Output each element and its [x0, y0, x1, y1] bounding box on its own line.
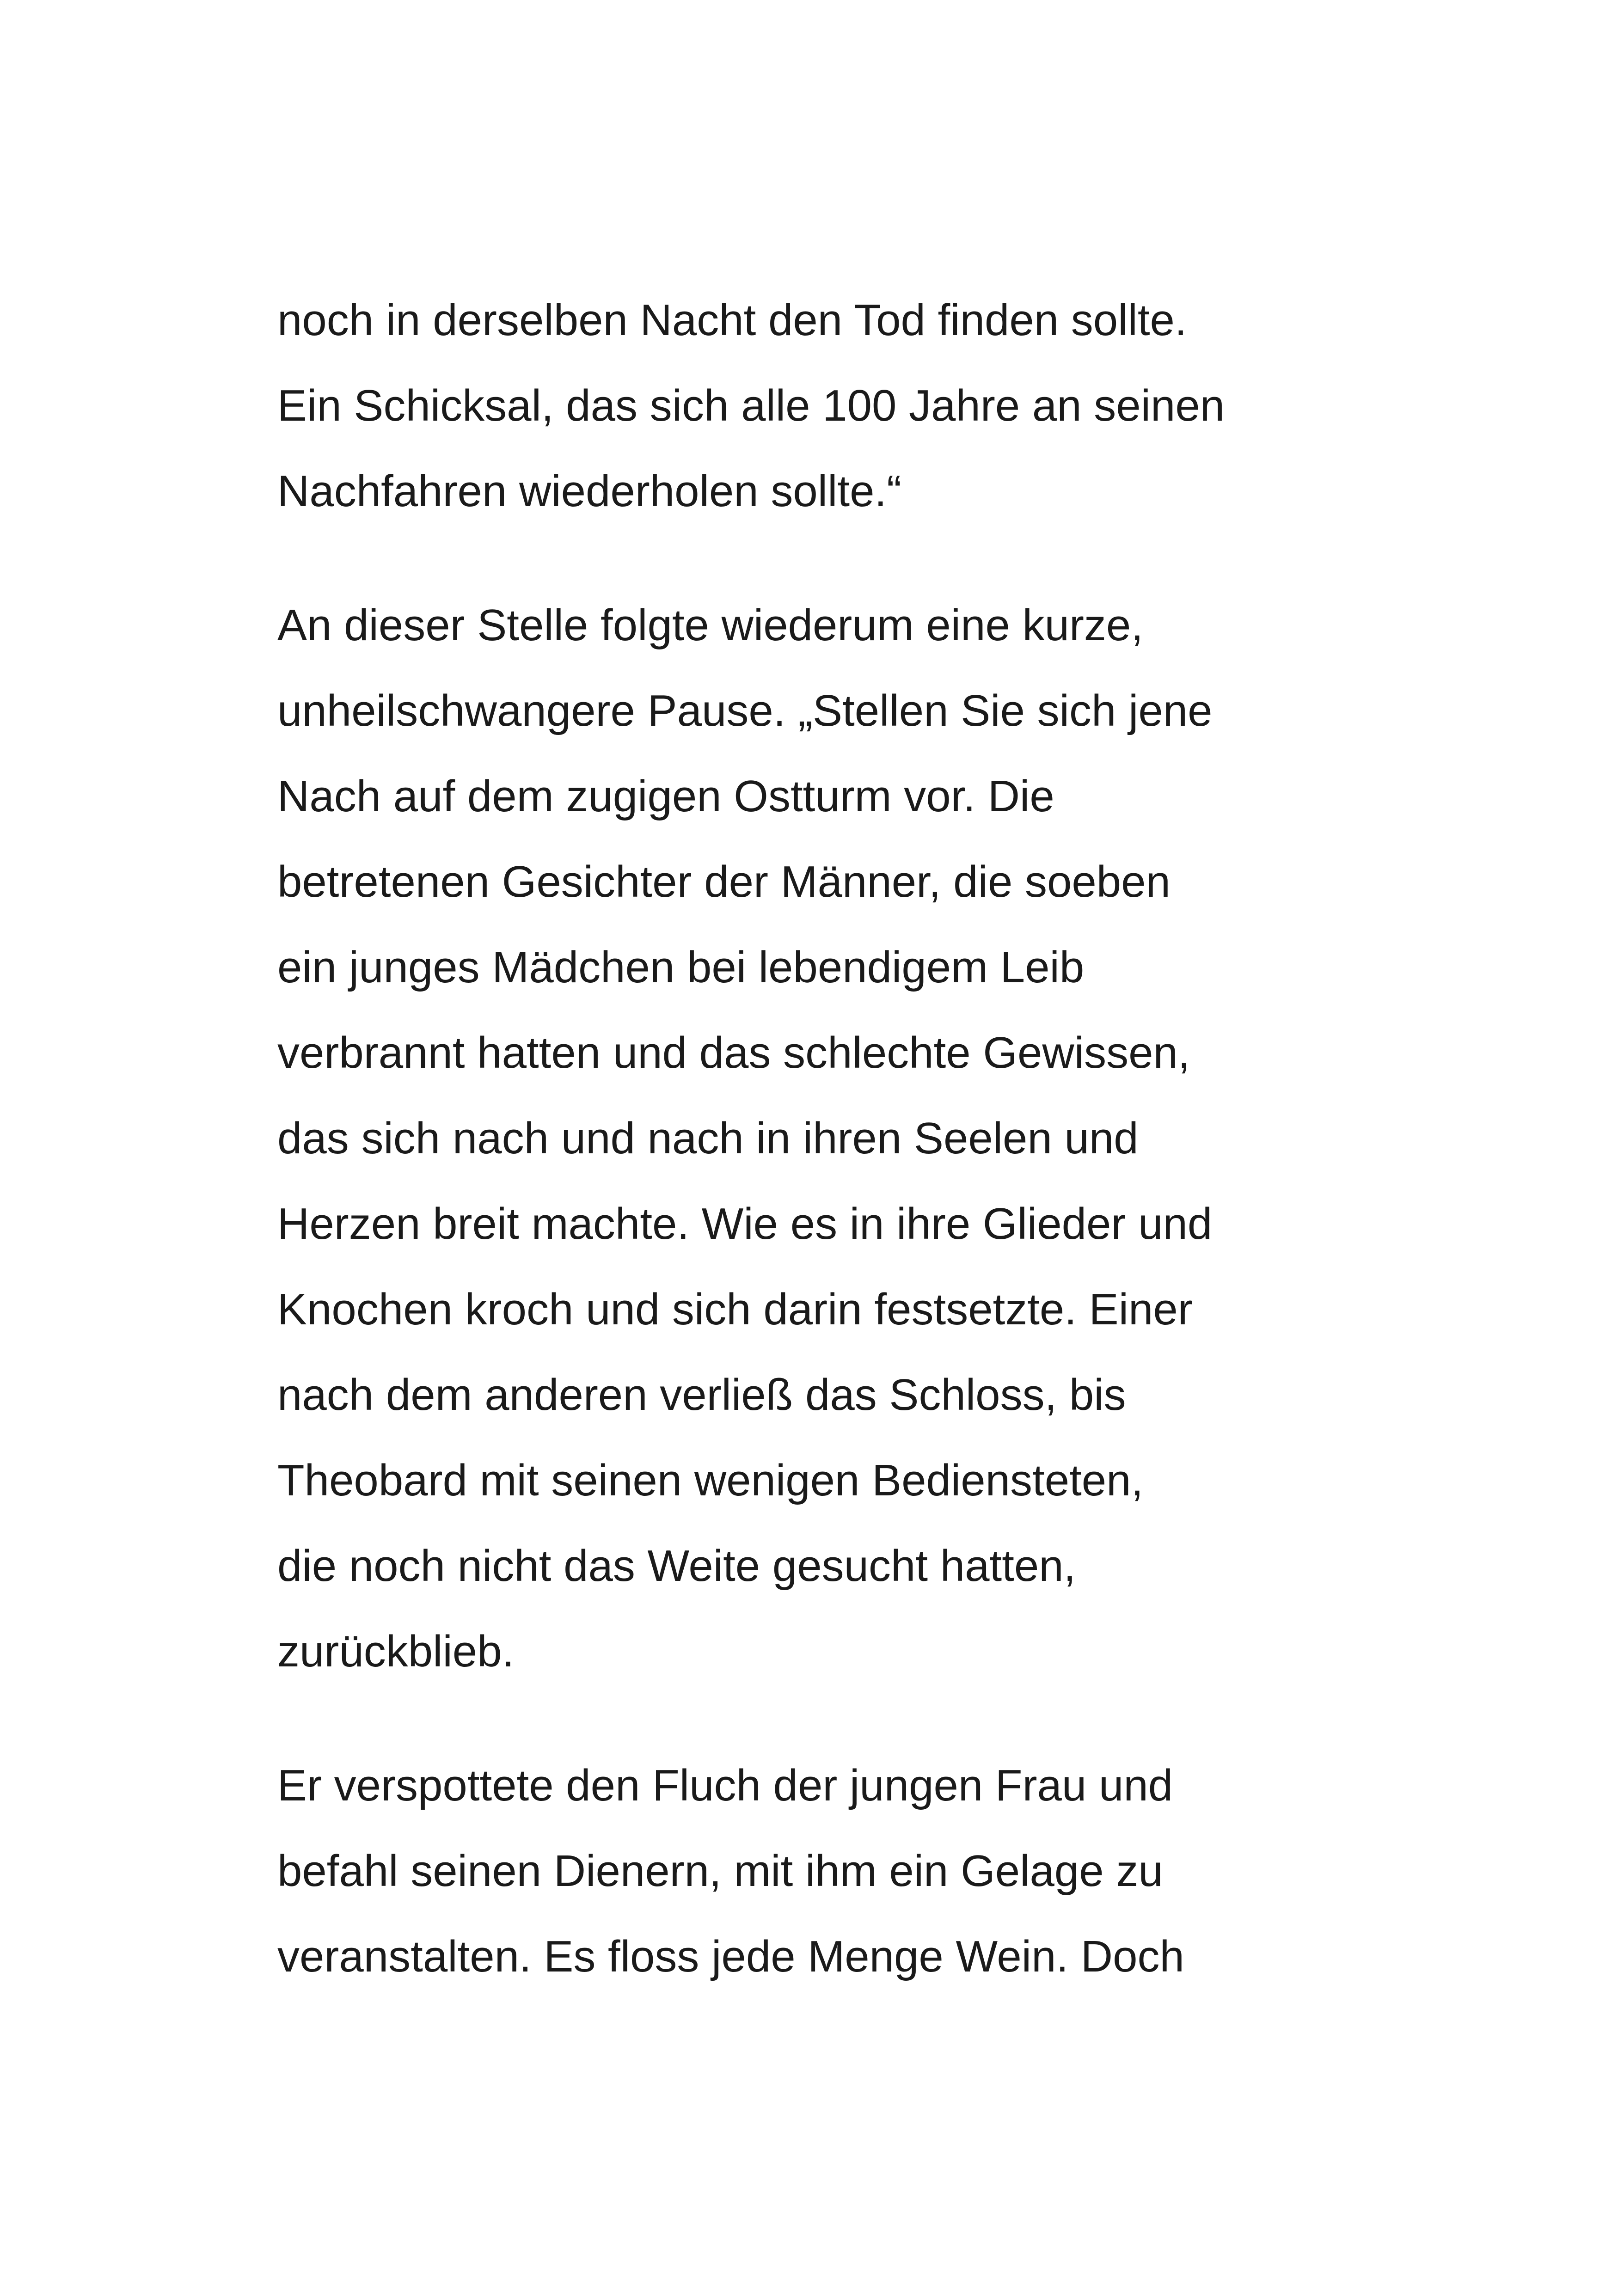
text-line: Herzen breit machte. Wie es in ihre Glieder und: [277, 1199, 1213, 1249]
text-line: Er verspottete den Fluch der jungen Frau und: [277, 1761, 1173, 1810]
text-line: noch in derselben Nacht den Tod finden sollte.: [277, 295, 1187, 345]
text-line: Knochen kroch und sich darin festsetzte. Einer: [277, 1285, 1193, 1334]
paragraph-2: [277, 582, 1387, 1694]
text-line: Nachfahren wiederholen sollte.“: [277, 466, 902, 516]
text-line: ein junges Mädchen bei lebendigem Leib: [277, 943, 1085, 992]
text-line: zurückblieb.: [277, 1627, 515, 1676]
text-line: veranstalten. Es floss jede Menge Wein. Doch: [277, 1932, 1184, 1981]
text-line: verbrannt hatten und das schlechte Gewissen,: [277, 1028, 1190, 1078]
text-line: betretenen Gesichter der Männer, die soeben: [277, 857, 1171, 906]
paragraph-3: [277, 1743, 1387, 1999]
text-line: unheilschwangere Pause. „Stellen Sie sich jene: [277, 686, 1213, 735]
text-line: nach dem anderen verließ das Schloss, bis: [277, 1370, 1126, 1420]
text-line: das sich nach und nach in ihren Seelen und: [277, 1114, 1139, 1163]
text-line: Theobard mit seinen wenigen Bediensteten,: [277, 1456, 1144, 1505]
body-text: [277, 277, 1387, 2048]
text-line: befahl seinen Dienern, mit ihm ein Gelage zu: [277, 1846, 1163, 1896]
text-line: Ein Schicksal, das sich alle 100 Jahre an seinen: [277, 381, 1225, 430]
paragraph-1: [277, 277, 1387, 534]
text-line: die noch nicht das Weite gesucht hatten,: [277, 1541, 1076, 1591]
text-line: Nach auf dem zugigen Ostturm vor. Die: [277, 771, 1054, 821]
text-line: An dieser Stelle folgte wiederum eine kurze,: [277, 600, 1143, 650]
